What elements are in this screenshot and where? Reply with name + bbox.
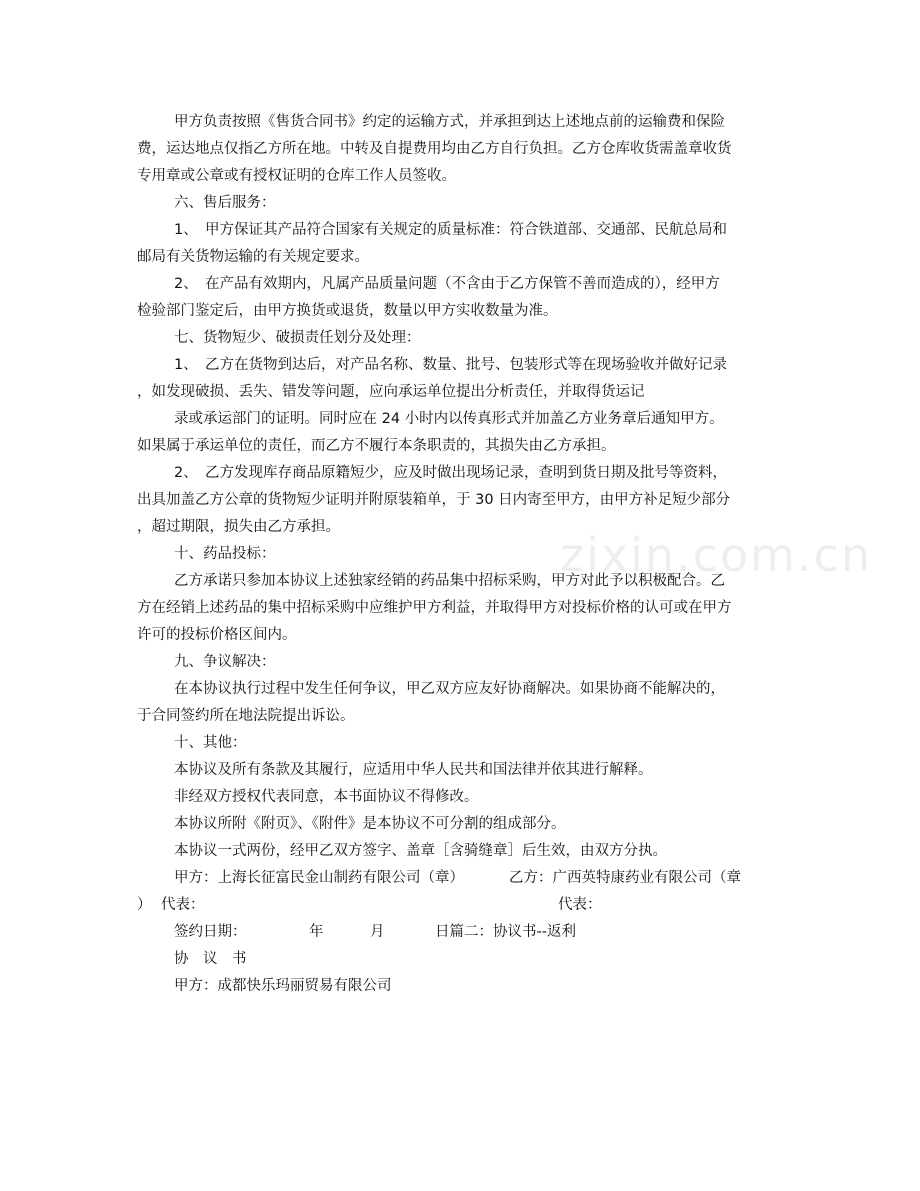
- party-b-tail: ）: [137, 897, 152, 913]
- party-b-representative: 代表：: [558, 897, 602, 913]
- text-line: 如果属于承运单位的责任，而乙方不履行本条职责的，其损失由乙方承担。: [137, 438, 616, 454]
- document-body: [137, 109, 797, 1000]
- signing-date-label: 签约日期：: [174, 924, 247, 940]
- section-heading: 十、其他：: [174, 735, 247, 751]
- text-line: 2、 在产品有效期内，凡属产品质量问题（不含由于乙方保管不善而造成的），经甲方: [174, 276, 720, 292]
- text-line: 许可的投标价格区间内。: [137, 627, 297, 643]
- representative-row: [137, 892, 797, 919]
- text-line: 1、 甲方保证其产品符合国家有关规定的质量标准：符合铁道部、交通部、民航总局和: [174, 222, 727, 238]
- section-heading: 六、售后服务：: [174, 195, 276, 211]
- text-line: 甲方负责按照《售货合同书》约定的运输方式，并承担到达上述地点前的运输费和保险: [174, 114, 725, 130]
- signing-date-day: 日篇二：协议书--返利: [435, 924, 576, 940]
- watermark: zixin.com.cn: [560, 528, 873, 582]
- signing-date-month: 月: [370, 924, 385, 940]
- text-line: 本协议所附《附页》、《附件》是本协议不可分割的组成部分。: [174, 816, 566, 832]
- text-line: 在本协议执行过程中发生任何争议，甲乙双方应友好协商解决。如果协商不能解决的，: [174, 681, 725, 697]
- text-line: 于合同签约所在地法院提出诉讼。: [137, 708, 355, 724]
- text-line: 本协议及所有条款及其履行，应适用中华人民共和国法律并依其进行解释。: [174, 762, 653, 778]
- text-line: ，如发现破损、丢失、错发等问题，应向承运单位提出分析责任，并取得货运记: [137, 384, 645, 400]
- signing-date-year: 年: [309, 924, 324, 940]
- section-heading: 十、药品投标：: [174, 546, 276, 562]
- signature-parties-row: [137, 865, 797, 892]
- text-line: 2、 乙方发现库存商品原籍短少，应及时做出现场记录，查明到货日期及批号等资料，: [174, 465, 727, 481]
- text-line: 1、 乙方在货物到达后，对产品名称、数量、批号、包装形式等在现场验收并做好记录: [174, 357, 727, 373]
- party-a-signature: 甲方：上海长征富民金山制药有限公司（章）: [174, 870, 464, 886]
- text-line: ，超过期限，损失由乙方承担。: [137, 519, 340, 535]
- party-b-signature: 乙方：广西英特康药业有限公司（章: [509, 870, 741, 886]
- text-line: 乙方承诺只参加本协议上述独家经销的药品集中招标采购，甲方对此予以积极配合。乙: [174, 573, 725, 589]
- text-line: 录或承运部门的证明。同时应在 24 小时内以传真形式并加盖乙方业务章后通知甲方。: [174, 411, 724, 427]
- signing-date-row: [137, 919, 797, 946]
- section-heading: 七、货物短少、破损责任划分及处理：: [174, 330, 421, 346]
- text-line: 检验部门鉴定后，由甲方换货或退货，数量以甲方实收数量为准。: [137, 303, 558, 319]
- text-line: 邮局有关货物运输的有关规定要求。: [137, 249, 369, 265]
- next-document-title: 协 议 书: [174, 951, 247, 967]
- text-line: 本协议一式两份，经甲乙双方签字、盖章［含骑缝章］后生效，由双方分执。: [174, 843, 667, 859]
- text-line: 费，运达地点仅指乙方所在地。中转及自提费用均由乙方自行负担。乙方仓库收货需盖章收货: [137, 141, 732, 157]
- text-line: 非经双方授权代表同意，本书面协议不得修改。: [174, 789, 479, 805]
- text-line: 方在经销上述药品的集中招标采购中应维护甲方利益，并取得甲方对投标价格的认可或在甲方: [137, 600, 732, 616]
- party-a-representative: 代表：: [161, 897, 205, 913]
- section-heading: 九、争议解决：: [174, 654, 276, 670]
- text-line: 专用章或公章或有授权证明的仓库工作人员签收。: [137, 168, 456, 184]
- text-line: 出具加盖乙方公章的货物短少证明并附原装箱单，于 30 日内寄至甲方，由甲方补足短少部分: [137, 492, 731, 508]
- next-document-party-a: 甲方：成都快乐玛丽贸易有限公司: [174, 978, 392, 994]
